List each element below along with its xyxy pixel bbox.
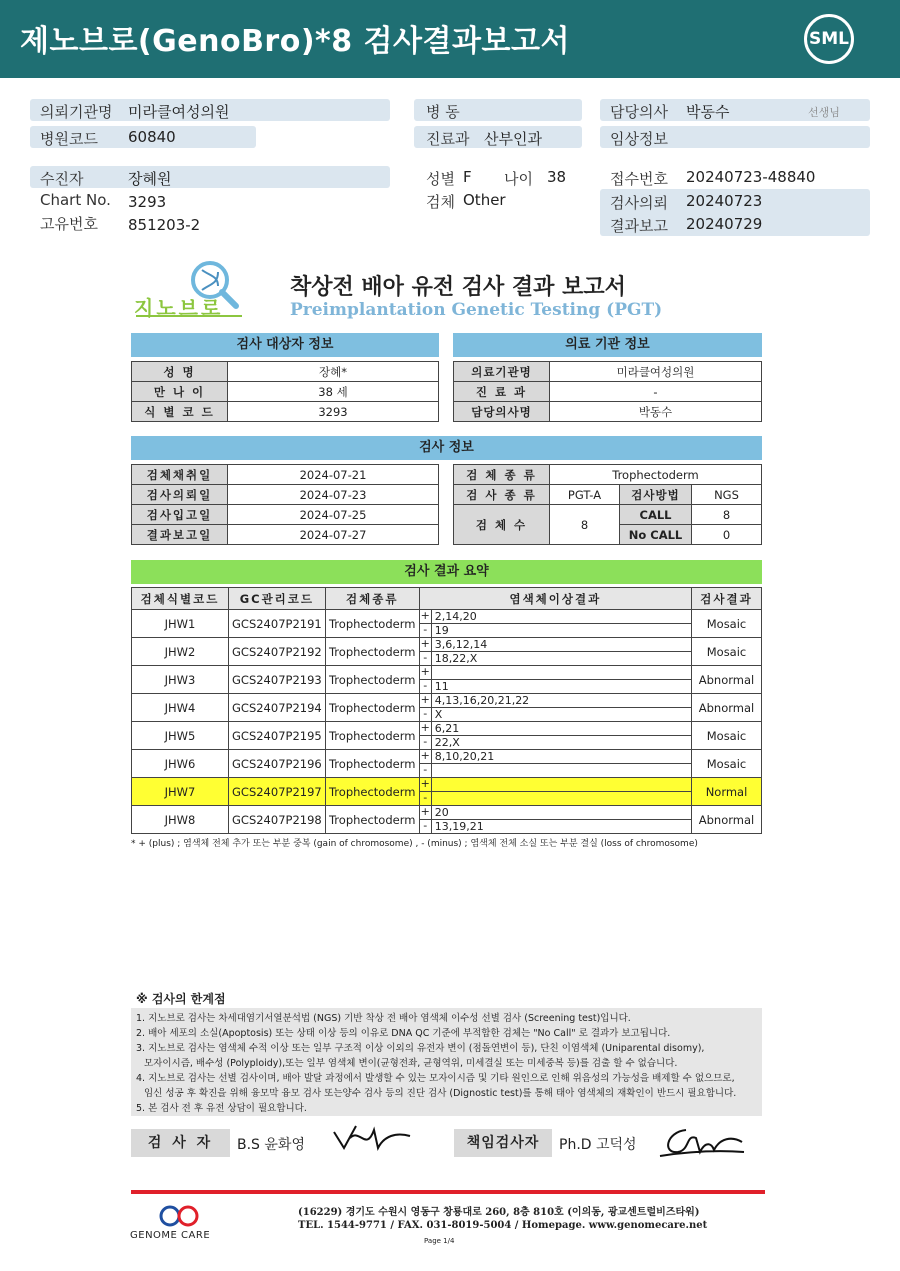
gc-code-cell: GCS2407P2191: [229, 610, 326, 638]
summary-header: 검사 결과 요약: [131, 560, 762, 584]
institution-row: [454, 362, 762, 382]
specimen-type-cell: Trophectoderm: [325, 750, 419, 778]
sml-logo: SML: [804, 14, 854, 64]
subject-label: 식 별 코 드: [132, 402, 228, 422]
dept-value: 산부인과: [484, 130, 542, 148]
chromosome-gain-value: [432, 666, 435, 679]
institution-info-header: 의료 기관 정보: [453, 333, 762, 357]
header-bar: [0, 0, 900, 78]
chromosome-loss-value: X: [434, 707, 443, 721]
call-label: CALL: [620, 505, 692, 525]
col-result: 검사결과: [692, 588, 762, 610]
sex-value: F: [463, 168, 472, 186]
limitation-line: 1. 지노브로 검사는 차세대염기서열분석법 (NGS) 기반 착상 전 배아 염색체 이수성 선별 검사 (Screening test)입니다.: [136, 1013, 631, 1024]
limitation-line: 2. 배아 세포의 소실(Apoptosis) 또는 상태 이상 등의 이유로 DNA QC 기준에 부적합한 검체는 "No Call" 로 결과가 보고됩니다.: [136, 1028, 671, 1039]
test-date-row: [132, 465, 439, 485]
institution-label: 진 료 과: [454, 382, 550, 402]
report-title: 착상전 배아 유전 검사 결과 보고서: [290, 275, 626, 300]
clinical-label: 임상정보: [610, 130, 668, 148]
chromosome-cell: [419, 694, 691, 722]
subject-label: 성 명: [132, 362, 228, 382]
limitations-box: [131, 1008, 762, 1116]
name-label: 수진자: [40, 170, 84, 188]
subject-label: 만 나 이: [132, 382, 228, 402]
gain-sign: +: [420, 637, 430, 650]
doctor-label: 담당의사: [610, 103, 668, 121]
limitation-line: 5. 본 검사 전 후 유전 상담이 필요합니다.: [136, 1103, 307, 1114]
specimen-type-cell: Trophectoderm: [325, 778, 419, 806]
institution-label: 담당의사명: [454, 402, 550, 422]
page-number: Page 1/4: [424, 1237, 455, 1245]
chromosome-loss-row: [420, 680, 691, 694]
test-date-row: [132, 505, 439, 525]
result-cell: Mosaic: [692, 722, 762, 750]
ward-label: 병 동: [426, 103, 460, 121]
sample-id-cell: JHW8: [132, 806, 229, 834]
chromosome-gain-row: [420, 722, 691, 736]
uid-label: 고유번호: [40, 215, 98, 233]
chromosome-gain-value: 8,10,20,21: [434, 750, 495, 763]
summary-row: [132, 694, 762, 722]
nocall-value: 0: [692, 525, 762, 545]
test-date-label: 결과보고일: [132, 525, 228, 545]
footer-divider: [131, 1190, 765, 1194]
chromosome-cell: [419, 638, 691, 666]
report-date-value: 20240729: [686, 215, 763, 233]
test-date-value: 2024-07-21: [228, 465, 439, 485]
chromosome-gain-row: [420, 666, 691, 680]
limitations-title: ※ 검사의 한계점: [136, 992, 226, 1006]
specimen-type-cell: Trophectoderm: [325, 638, 419, 666]
test-detail-table: [453, 464, 762, 545]
chromosome-loss-row: [420, 792, 691, 806]
chromosome-loss-value: 22,X: [434, 735, 460, 749]
sample-id-cell: JHW2: [132, 638, 229, 666]
sample-id-cell: JHW5: [132, 722, 229, 750]
sample-id-cell: JHW6: [132, 750, 229, 778]
org-label: 의뢰기관명: [40, 103, 113, 121]
result-cell: Abnormal: [692, 666, 762, 694]
request-value: 20240723: [686, 192, 763, 210]
subject-info-header: 검사 대상자 정보: [131, 333, 439, 357]
receipt-label: 접수번호: [610, 170, 668, 188]
specimen-type-cell: Trophectoderm: [325, 666, 419, 694]
chromosome-loss-value: [432, 764, 435, 778]
summary-row: [132, 722, 762, 750]
loss-sign: -: [420, 764, 432, 778]
chromosome-gain-row: [420, 610, 691, 624]
gc-code-cell: GCS2407P2197: [229, 778, 326, 806]
hosp-code-label: 병원코드: [40, 130, 98, 148]
subject-info-table: [131, 361, 439, 422]
gc-code-cell: GCS2407P2198: [229, 806, 326, 834]
call-value: 8: [692, 505, 762, 525]
chromosome-loss-row: [420, 736, 691, 750]
chromosome-loss-value: 13,19,21: [434, 819, 484, 833]
document-title: 제노브로(GenoBro)*8 검사결과보고서: [20, 24, 570, 59]
report-subtitle: Preimplantation Genetic Testing (PGT): [290, 300, 663, 320]
gc-code-cell: GCS2407P2194: [229, 694, 326, 722]
test-date-row: [132, 525, 439, 545]
examiner-signature-icon: [330, 1122, 414, 1158]
institution-row: [454, 402, 762, 422]
gain-sign: +: [420, 609, 430, 622]
genobro-logo-text: 지노브로: [134, 296, 224, 320]
sex-label: 성별: [426, 170, 455, 188]
age-label: 나이: [504, 170, 533, 188]
gain-sign: +: [420, 777, 430, 790]
subject-row: [132, 362, 439, 382]
subject-value: 3293: [228, 402, 439, 422]
gain-sign: +: [420, 721, 430, 734]
loss-sign: -: [420, 736, 432, 750]
limitation-line: 임신 성공 후 확진을 위해 융모막 융모 검사 또는양수 검사 등의 진단 검사 (Dignostic test)를 통해 태아 염색체의 재확인이 반드시 필요합니다.: [144, 1088, 737, 1099]
specimen-label: 검체: [426, 193, 455, 211]
examiner-label: 검 사 자: [131, 1129, 230, 1157]
test-date-label: 검사의뢰일: [132, 485, 228, 505]
institution-value: -: [550, 382, 762, 402]
chromosome-cell: [419, 610, 691, 638]
subject-row: [132, 402, 439, 422]
responsible-signature-icon: [656, 1124, 746, 1160]
receipt-value: 20240723-48840: [686, 168, 816, 186]
chromosome-loss-row: [420, 624, 691, 638]
chromosome-loss-value: 11: [434, 679, 449, 693]
test-date-label: 검사입고일: [132, 505, 228, 525]
subject-value: 장혜*: [228, 362, 439, 382]
summary-row: [132, 806, 762, 834]
specimen-type-cell: Trophectoderm: [325, 722, 419, 750]
org-value: 미라클여성의원: [128, 103, 230, 121]
specimen-type-label: 검 체 종 류: [454, 465, 550, 485]
summary-row: [132, 666, 762, 694]
institution-value: 미라클여성의원: [550, 362, 762, 382]
chromosome-gain-row: [420, 806, 691, 820]
specimen-type-cell: Trophectoderm: [325, 806, 419, 834]
contact-line: TEL. 1544-9771 / FAX. 031-8019-5004 / Homepage. www.genomecare.net: [298, 1220, 708, 1231]
test-date-label: 검체채취일: [132, 465, 228, 485]
summary-table: [131, 587, 762, 834]
loss-sign: -: [420, 680, 432, 694]
chromosome-loss-row: [420, 820, 691, 834]
institution-value: 박동수: [550, 402, 762, 422]
examiner-name: B.S 윤화영: [237, 1137, 305, 1153]
name-value: 장혜원: [128, 170, 172, 188]
summary-row: [132, 610, 762, 638]
chromosome-gain-value: 3,6,12,14: [434, 638, 488, 651]
method-label: 검사방법: [620, 485, 692, 505]
address-line: (16229) 경기도 수원시 영동구 창룡대로 260, 8층 810호 (이의동, 광교센트럴비즈타워): [298, 1207, 700, 1218]
gc-code-cell: GCS2407P2193: [229, 666, 326, 694]
chromosome-loss-value: [432, 792, 435, 806]
chromosome-gain-row: [420, 694, 691, 708]
gc-code-cell: GCS2407P2196: [229, 750, 326, 778]
gc-code-cell: GCS2407P2192: [229, 638, 326, 666]
result-cell: Mosaic: [692, 638, 762, 666]
chromosome-cell: [419, 722, 691, 750]
sample-id-cell: JHW1: [132, 610, 229, 638]
result-cell: Mosaic: [692, 610, 762, 638]
sample-id-cell: JHW4: [132, 694, 229, 722]
institution-row: [454, 382, 762, 402]
result-cell: Normal: [692, 778, 762, 806]
col-sample-id: 검체식별코드: [132, 588, 229, 610]
specimen-type-cell: Trophectoderm: [325, 610, 419, 638]
uid-value: 851203-2: [128, 216, 201, 234]
col-gc-code: GC관리코드: [229, 588, 326, 610]
hosp-code-value: 60840: [128, 128, 176, 146]
report-date-label: 결과보고: [610, 217, 668, 235]
loss-sign: -: [420, 652, 432, 666]
test-date-value: 2024-07-27: [228, 525, 439, 545]
specimen-type-cell: Trophectoderm: [325, 694, 419, 722]
responsible-label: 책임검사자: [454, 1129, 552, 1157]
genome-care-logo-text: GENOME CARE: [130, 1230, 211, 1241]
summary-legend: * + (plus) ; 염색체 전체 추가 또는 부분 중복 (gain of chromosome) , - (minus) ; 염색체 전체 소실 또는 부분 결실 (loss of chromosome): [131, 839, 698, 849]
sample-id-cell: JHW3: [132, 666, 229, 694]
col-specimen-type: 검체종류: [325, 588, 419, 610]
test-date-row: [132, 485, 439, 505]
specimen-type-value: Trophectoderm: [550, 465, 762, 485]
summary-row: [132, 638, 762, 666]
loss-sign: -: [420, 624, 432, 638]
footer-address: [298, 1206, 707, 1232]
chromosome-gain-row: [420, 638, 691, 652]
specimen-value: Other: [463, 191, 506, 209]
doctor-suffix: 선생님: [808, 106, 840, 119]
chromosome-gain-value: 2,14,20: [434, 610, 477, 623]
chromosome-gain-row: [420, 750, 691, 764]
chromosome-cell: [419, 778, 691, 806]
request-label: 검사의뢰: [610, 194, 668, 212]
institution-info-table: [453, 361, 762, 422]
method-value: NGS: [692, 485, 762, 505]
chromosome-cell: [419, 806, 691, 834]
test-date-value: 2024-07-25: [228, 505, 439, 525]
chromosome-gain-row: [420, 778, 691, 792]
result-cell: Mosaic: [692, 750, 762, 778]
chromosome-cell: [419, 666, 691, 694]
dept-label: 진료과: [426, 130, 470, 148]
col-chromosome: 염색체이상결과: [419, 588, 691, 610]
doctor-value: 박동수: [686, 103, 730, 121]
loss-sign: -: [420, 820, 432, 834]
summary-row: [132, 750, 762, 778]
chromosome-loss-row: [420, 764, 691, 778]
count-value: 8: [550, 505, 620, 545]
result-cell: Abnormal: [692, 806, 762, 834]
test-type-label: 검 사 종 류: [454, 485, 550, 505]
chromosome-cell: [419, 750, 691, 778]
test-dates-table: [131, 464, 439, 545]
chart-value: 3293: [128, 193, 167, 211]
gain-sign: +: [420, 665, 430, 678]
responsible-name: Ph.D 고덕성: [559, 1137, 637, 1153]
chromosome-gain-value: 6,21: [434, 722, 460, 735]
chromosome-gain-value: 4,13,16,20,21,22: [434, 694, 530, 707]
chromosome-loss-value: 19: [434, 623, 449, 637]
sample-id-cell: JHW7: [132, 778, 229, 806]
chromosome-loss-row: [420, 652, 691, 666]
chromosome-loss-row: [420, 708, 691, 722]
subject-value: 38 세: [228, 382, 439, 402]
chromosome-gain-value: 20: [434, 806, 449, 819]
gain-sign: +: [420, 805, 430, 818]
test-type-value: PGT-A: [550, 485, 620, 505]
subject-row: [132, 382, 439, 402]
test-date-value: 2024-07-23: [228, 485, 439, 505]
limitation-line: 모자이시즘, 배수성 (Polyploidy),또는 일부 염색체 변이(균형전좌, 균형역위, 미세결실 또는 미세중복 등)를 검출 할 수 없습니다.: [144, 1058, 678, 1069]
count-label: 검 체 수: [454, 505, 550, 545]
nocall-label: No CALL: [620, 525, 692, 545]
limitation-line: 3. 지노브로 검사는 염색체 수적 이상 또는 일부 구조적 이상 이외의 유전자 변이 (점돌연변이 등), 단친 이염색체 (Uniparental disomy),: [136, 1043, 705, 1054]
loss-sign: -: [420, 792, 432, 806]
institution-label: 의료기관명: [454, 362, 550, 382]
chromosome-gain-value: [432, 778, 435, 791]
test-info-header: 검사 정보: [131, 436, 762, 460]
chromosome-loss-value: 18,22,X: [434, 651, 478, 665]
loss-sign: -: [420, 708, 432, 722]
chart-label: Chart No.: [40, 191, 111, 209]
limitation-line: 4. 지노브로 검사는 선별 검사이며, 배아 발달 과정에서 발생할 수 있는 모자이시즘 및 기타 원인으로 인해 위음성의 가능성을 배제할 수 없으므로,: [136, 1073, 735, 1084]
gain-sign: +: [420, 749, 430, 762]
name-pill: [30, 166, 390, 188]
summary-row: [132, 778, 762, 806]
gc-code-cell: GCS2407P2195: [229, 722, 326, 750]
age-value: 38: [547, 168, 567, 186]
gain-sign: +: [420, 693, 430, 706]
result-cell: Abnormal: [692, 694, 762, 722]
